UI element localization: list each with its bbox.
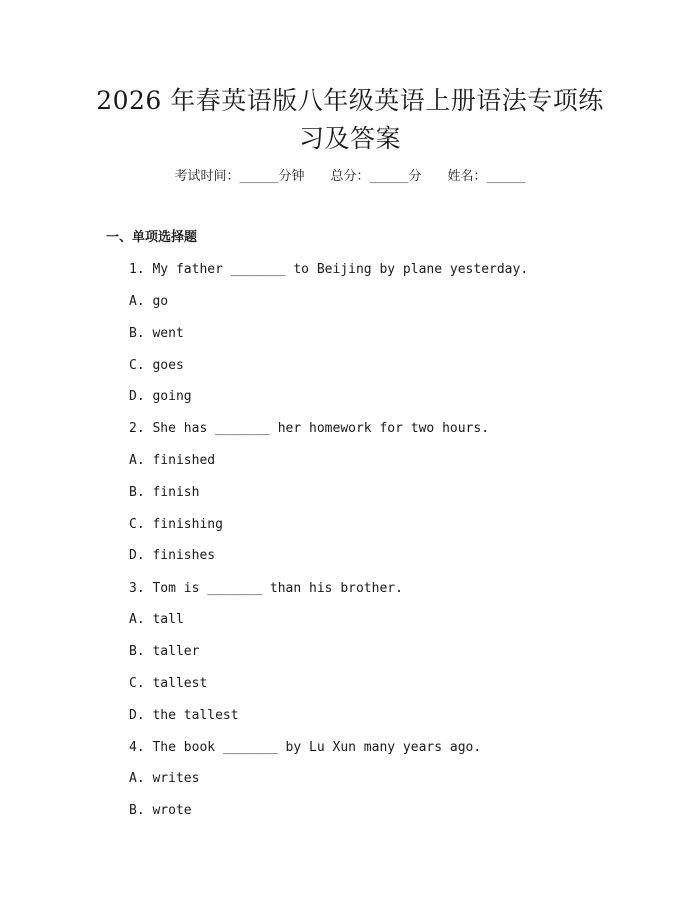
question-3: 3. Tom is _______ than his brother.	[129, 581, 403, 596]
option-2b: B. finish	[129, 485, 200, 500]
option-3b: B. taller	[129, 644, 200, 659]
student-name: 姓名：______	[447, 169, 526, 184]
section-title: 一、单项选择题	[106, 230, 198, 245]
exam-info	[0, 168, 700, 186]
option-2a: A. finished	[129, 453, 216, 468]
option-4a: A. writes	[129, 771, 200, 786]
document-title-line-2: 习及答案	[298, 124, 401, 153]
option-1c: C. goes	[129, 358, 184, 373]
question-1: 1. My father _______ to Beijing by plane yesterday.	[129, 262, 529, 277]
option-2c: C. finishing	[129, 517, 223, 532]
question-2: 2. She has _______ her homework for two hours.	[129, 421, 490, 436]
option-1b: B. went	[129, 326, 184, 341]
exam-time: 考试时间：______分钟	[174, 169, 305, 184]
option-2d: D. finishes	[129, 548, 216, 563]
question-4: 4. The book _______ by Lu Xun many years ago.	[129, 740, 482, 755]
option-3d: D. the tallest	[129, 708, 239, 723]
option-3a: A. tall	[129, 612, 184, 627]
document-title-line-1: 2026 年春英语版八年级英语上册语法专项练	[96, 86, 604, 115]
option-1a: A. go	[129, 294, 169, 309]
total-score: 总分：______分	[330, 169, 422, 184]
option-1d: D. going	[129, 389, 192, 404]
option-4b: B. wrote	[129, 803, 192, 818]
option-3c: C. tallest	[129, 676, 208, 691]
